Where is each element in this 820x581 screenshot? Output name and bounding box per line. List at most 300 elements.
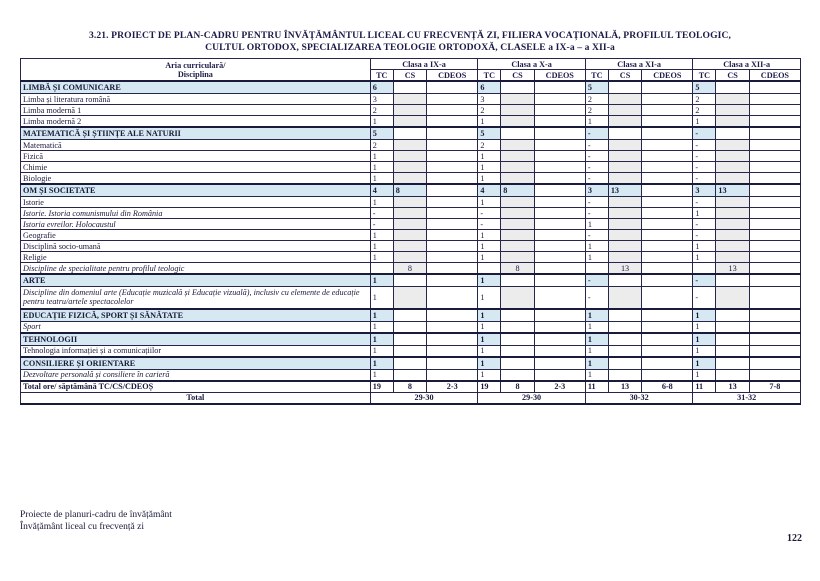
cs-cell xyxy=(393,151,426,162)
cdeos-cell xyxy=(534,321,585,333)
tc-cell xyxy=(370,263,393,275)
discipline-row xyxy=(21,94,801,105)
tc-cell: 1 xyxy=(370,357,393,370)
tc-cell: 1 xyxy=(478,287,501,309)
cs-cell: 8 xyxy=(393,263,426,275)
tc-cell: 1 xyxy=(370,197,393,208)
tc-cell: - xyxy=(693,162,716,173)
cdeos-cell xyxy=(749,357,800,370)
cdeos-cell xyxy=(534,151,585,162)
cs-cell xyxy=(608,241,641,252)
cdeos-cell xyxy=(749,241,800,252)
tc-cell: 1 xyxy=(370,333,393,346)
cdeos-cell xyxy=(427,241,478,252)
cdeos-cell xyxy=(642,219,693,230)
header-class-11: Clasa a XI-a xyxy=(585,59,693,70)
cs-cell xyxy=(501,252,534,263)
cdeos-cell xyxy=(749,173,800,185)
tc-cell: 1 xyxy=(585,369,608,381)
header-tc: TC xyxy=(478,70,501,82)
cs-cell xyxy=(608,105,641,116)
tc-cell: 1 xyxy=(693,369,716,381)
tc-cell: 1 xyxy=(478,197,501,208)
cdeos-cell xyxy=(749,81,800,94)
cs-cell: 13 xyxy=(608,263,641,275)
tc-cell: 1 xyxy=(478,357,501,370)
tc-cell: 19 xyxy=(370,381,393,393)
cs-cell xyxy=(393,230,426,241)
cdeos-cell xyxy=(534,274,585,287)
total-class-12: 31-32 xyxy=(693,392,801,404)
cs-cell xyxy=(501,140,534,151)
cs-cell xyxy=(501,173,534,185)
cdeos-cell xyxy=(427,127,478,140)
cdeos-cell xyxy=(427,309,478,322)
header-class-9: Clasa a IX-a xyxy=(370,59,478,70)
tc-cell: - xyxy=(585,274,608,287)
discipline-name: Istorie xyxy=(21,197,371,208)
cs-cell xyxy=(501,345,534,357)
cs-cell xyxy=(393,274,426,287)
area-row xyxy=(21,357,801,370)
tc-cell: 3 xyxy=(585,184,608,197)
cdeos-cell xyxy=(534,105,585,116)
cdeos-cell xyxy=(642,321,693,333)
discipline-name: Discipline de specialitate pentru profilul teologic xyxy=(21,263,371,275)
cs-cell xyxy=(716,252,749,263)
tc-cell: - xyxy=(693,274,716,287)
cdeos-cell xyxy=(749,230,800,241)
tc-cell: 1 xyxy=(585,116,608,128)
cs-cell xyxy=(393,105,426,116)
cdeos-cell xyxy=(534,140,585,151)
cs-cell xyxy=(716,230,749,241)
discipline-name: Religie xyxy=(21,252,371,263)
cs-cell xyxy=(608,197,641,208)
cdeos-cell xyxy=(642,252,693,263)
discipline-name: Discipline din domeniul arte (Educație muzicală și Educație vizuală), inclusiv cu elemente de educație pentru teatru/artele spectacolelor xyxy=(21,287,371,309)
cs-cell xyxy=(716,309,749,322)
tc-cell: 1 xyxy=(478,230,501,241)
tc-cell: 2 xyxy=(693,105,716,116)
cs-cell xyxy=(608,208,641,219)
cs-cell xyxy=(716,369,749,381)
cdeos-cell xyxy=(749,94,800,105)
tc-cell: 5 xyxy=(478,127,501,140)
tc-cell: 2 xyxy=(370,140,393,151)
cdeos-cell xyxy=(749,105,800,116)
tc-cell: 1 xyxy=(478,309,501,322)
discipline-name: Dezvoltare personală și consiliere în carieră xyxy=(21,369,371,381)
cdeos-cell xyxy=(642,94,693,105)
cdeos-cell xyxy=(534,94,585,105)
discipline-name: Istorie. Istoria comunismului din România xyxy=(21,208,371,219)
cdeos-cell xyxy=(427,263,478,275)
discipline-row xyxy=(21,345,801,357)
tc-cell: - xyxy=(585,151,608,162)
discipline-name: Tehnologia informației și a comunicațiilor xyxy=(21,345,371,357)
cdeos-cell xyxy=(642,173,693,185)
header-cs: CS xyxy=(716,70,749,82)
document-title xyxy=(20,30,800,54)
discipline-name: Fizică xyxy=(21,151,371,162)
cs-cell xyxy=(608,274,641,287)
cdeos-cell xyxy=(427,197,478,208)
cs-cell xyxy=(716,357,749,370)
cs-cell xyxy=(716,333,749,346)
cs-cell xyxy=(608,81,641,94)
tc-cell xyxy=(478,263,501,275)
header-cs: CS xyxy=(608,70,641,82)
tc-cell: 1 xyxy=(478,252,501,263)
cs-cell: 13 xyxy=(608,381,641,393)
footer-line-1: Proiecte de planuri-cadru de învățământ xyxy=(20,510,172,520)
cdeos-cell xyxy=(534,241,585,252)
tc-cell: 1 xyxy=(478,151,501,162)
cdeos-cell xyxy=(427,230,478,241)
cdeos-cell: 6-8 xyxy=(642,381,693,393)
cs-cell xyxy=(501,127,534,140)
discipline-name: Geografie xyxy=(21,230,371,241)
cdeos-cell xyxy=(427,208,478,219)
header-cdeos: CDEOS xyxy=(427,70,478,82)
discipline-row xyxy=(21,105,801,116)
discipline-row xyxy=(21,241,801,252)
header-tc: TC xyxy=(585,70,608,82)
discipline-name: Total ore/ săptămână TC/CS/CDEOȘ xyxy=(21,381,371,393)
cs-cell xyxy=(393,94,426,105)
tc-cell: - xyxy=(693,173,716,185)
discipline-name: Istoria evreilor. Holocaustul xyxy=(21,219,371,230)
discipline-name: Disciplină socio-umană xyxy=(21,241,371,252)
cdeos-cell xyxy=(749,263,800,275)
tc-cell: 5 xyxy=(585,81,608,94)
cs-cell xyxy=(501,274,534,287)
cdeos-cell xyxy=(534,127,585,140)
cdeos-cell xyxy=(642,140,693,151)
cdeos-cell xyxy=(642,309,693,322)
cs-cell xyxy=(608,140,641,151)
cdeos-cell xyxy=(642,116,693,128)
cs-cell xyxy=(716,140,749,151)
cdeos-cell xyxy=(427,116,478,128)
cdeos-cell xyxy=(534,81,585,94)
tc-cell: 3 xyxy=(478,94,501,105)
tc-cell: 1 xyxy=(370,252,393,263)
tc-cell: - xyxy=(478,219,501,230)
cs-cell xyxy=(393,321,426,333)
weekly-total-row xyxy=(21,381,801,393)
cs-cell xyxy=(393,333,426,346)
cdeos-cell xyxy=(534,162,585,173)
tc-cell: 2 xyxy=(478,105,501,116)
tc-cell: 1 xyxy=(585,241,608,252)
cdeos-cell xyxy=(534,252,585,263)
cdeos-cell xyxy=(749,321,800,333)
cs-cell: 13 xyxy=(716,381,749,393)
cs-cell: 8 xyxy=(501,184,534,197)
discipline-row xyxy=(21,162,801,173)
cs-cell xyxy=(393,208,426,219)
cdeos-cell xyxy=(534,357,585,370)
tc-cell: 1 xyxy=(478,162,501,173)
cdeos-cell xyxy=(534,369,585,381)
tc-cell: 1 xyxy=(693,241,716,252)
tc-cell: 1 xyxy=(693,116,716,128)
cs-cell xyxy=(393,116,426,128)
tc-cell: 4 xyxy=(478,184,501,197)
discipline-row xyxy=(21,369,801,381)
cs-cell xyxy=(501,105,534,116)
header-tc: TC xyxy=(693,70,716,82)
cdeos-cell xyxy=(534,173,585,185)
cdeos-cell: 7-8 xyxy=(749,381,800,393)
discipline-row xyxy=(21,173,801,185)
header-class-10: Clasa a X-a xyxy=(478,59,586,70)
cdeos-cell xyxy=(642,241,693,252)
cs-cell: 8 xyxy=(501,381,534,393)
tc-cell: - xyxy=(693,127,716,140)
cs-cell xyxy=(393,357,426,370)
cs-cell xyxy=(393,309,426,322)
tc-cell: 1 xyxy=(693,208,716,219)
header-cdeos: CDEOS xyxy=(749,70,800,82)
cs-cell xyxy=(608,357,641,370)
header-cdeos: CDEOS xyxy=(642,70,693,82)
cdeos-cell xyxy=(749,252,800,263)
tc-cell: - xyxy=(693,197,716,208)
total-class-10: 29-30 xyxy=(478,392,586,404)
cdeos-cell xyxy=(642,127,693,140)
total-class-9: 29-30 xyxy=(370,392,478,404)
cdeos-cell xyxy=(642,184,693,197)
cs-cell xyxy=(608,116,641,128)
cdeos-cell xyxy=(427,274,478,287)
tc-cell: 1 xyxy=(370,162,393,173)
cs-cell xyxy=(716,241,749,252)
cs-cell xyxy=(608,345,641,357)
tc-cell: 1 xyxy=(693,357,716,370)
discipline-name: Matematică xyxy=(21,140,371,151)
cdeos-cell xyxy=(749,151,800,162)
cdeos-cell xyxy=(749,116,800,128)
cs-cell xyxy=(393,127,426,140)
cs-cell xyxy=(393,287,426,309)
tc-cell: 2 xyxy=(478,140,501,151)
tc-cell: 11 xyxy=(693,381,716,393)
area-name: EDUCAȚIE FIZICĂ, SPORT ȘI SĂNĂTATE xyxy=(21,309,371,322)
tc-cell: 1 xyxy=(585,357,608,370)
curriculum-table xyxy=(20,58,801,405)
discipline-row xyxy=(21,197,801,208)
cdeos-cell xyxy=(534,219,585,230)
cs-cell xyxy=(393,345,426,357)
tc-cell: - xyxy=(585,140,608,151)
title-line-2: CULTUL ORTODOX, SPECIALIZAREA TEOLOGIE ORTODOXĂ, CLASELE a IX-a – a XII-a xyxy=(205,42,615,53)
cdeos-cell xyxy=(534,116,585,128)
tc-cell: 11 xyxy=(585,381,608,393)
title-line-1: 3.21. PROIECT DE PLAN-CADRU PENTRU ÎNVĂȚĂMÂNTUL LICEAL CU FRECVENȚĂ ZI, FILIERA VOCAȚIONALĂ, PROFILUL TEOLOGIC, xyxy=(88,30,732,41)
cdeos-cell xyxy=(749,345,800,357)
discipline-row xyxy=(21,252,801,263)
tc-cell: 5 xyxy=(693,81,716,94)
cs-cell: 13 xyxy=(716,184,749,197)
tc-cell: - xyxy=(693,287,716,309)
cs-cell xyxy=(393,219,426,230)
cdeos-cell xyxy=(534,197,585,208)
cdeos-cell xyxy=(427,81,478,94)
cs-cell xyxy=(716,321,749,333)
cdeos-cell xyxy=(642,274,693,287)
cdeos-cell xyxy=(427,162,478,173)
cs-cell xyxy=(393,197,426,208)
cdeos-cell xyxy=(427,357,478,370)
discipline-row xyxy=(21,321,801,333)
tc-cell: 1 xyxy=(478,345,501,357)
discipline-row xyxy=(21,208,801,219)
tc-cell: 1 xyxy=(370,274,393,287)
header-area-line2: Disciplina xyxy=(177,69,213,79)
header-area-line1: Aria curriculară/ xyxy=(165,60,226,70)
cdeos-cell xyxy=(534,333,585,346)
tc-cell: - xyxy=(693,230,716,241)
cdeos-cell: 2-3 xyxy=(427,381,478,393)
cs-cell: 13 xyxy=(716,263,749,275)
area-name: TEHNOLOGII xyxy=(21,333,371,346)
cs-cell xyxy=(501,116,534,128)
cdeos-cell xyxy=(642,230,693,241)
cs-cell xyxy=(716,173,749,185)
cdeos-cell xyxy=(749,219,800,230)
cdeos-cell xyxy=(749,369,800,381)
cs-cell xyxy=(501,321,534,333)
discipline-name: Biologie xyxy=(21,173,371,185)
cdeos-cell xyxy=(642,151,693,162)
tc-cell: 3 xyxy=(693,184,716,197)
discipline-row xyxy=(21,116,801,128)
cdeos-cell xyxy=(642,333,693,346)
cs-cell xyxy=(501,162,534,173)
cs-cell xyxy=(501,197,534,208)
cs-cell xyxy=(716,274,749,287)
cdeos-cell xyxy=(427,287,478,309)
tc-cell: 2 xyxy=(693,94,716,105)
total-class-11: 30-32 xyxy=(585,392,693,404)
total-row xyxy=(21,392,801,404)
area-row xyxy=(21,81,801,94)
tc-cell: 1 xyxy=(693,309,716,322)
cdeos-cell xyxy=(642,208,693,219)
header-area xyxy=(21,59,371,82)
tc-cell: - xyxy=(370,219,393,230)
cs-cell xyxy=(608,230,641,241)
tc-cell: 1 xyxy=(585,252,608,263)
area-name: LIMBĂ ȘI COMUNICARE xyxy=(21,81,371,94)
tc-cell: 1 xyxy=(585,309,608,322)
cdeos-cell xyxy=(642,345,693,357)
cdeos-cell xyxy=(642,357,693,370)
cs-cell: 8 xyxy=(393,381,426,393)
cdeos-cell xyxy=(749,140,800,151)
discipline-row xyxy=(21,151,801,162)
cs-cell xyxy=(501,94,534,105)
page-number: 122 xyxy=(787,533,802,544)
tc-cell: 1 xyxy=(478,274,501,287)
tc-cell: 19 xyxy=(478,381,501,393)
cdeos-cell xyxy=(749,208,800,219)
tc-cell: 1 xyxy=(370,345,393,357)
cs-cell xyxy=(608,369,641,381)
discipline-row xyxy=(21,230,801,241)
tc-cell: - xyxy=(478,208,501,219)
tc-cell: 1 xyxy=(693,345,716,357)
tc-cell: 1 xyxy=(693,321,716,333)
cdeos-cell xyxy=(642,263,693,275)
footer xyxy=(20,509,172,533)
cs-cell xyxy=(501,230,534,241)
header-cs: CS xyxy=(501,70,534,82)
cdeos-cell xyxy=(749,309,800,322)
tc-cell: 4 xyxy=(370,184,393,197)
tc-cell: - xyxy=(585,230,608,241)
cs-cell xyxy=(608,321,641,333)
tc-cell: - xyxy=(585,127,608,140)
cs-cell xyxy=(501,208,534,219)
discipline-name: Limba modernă 2 xyxy=(21,116,371,128)
cs-cell xyxy=(393,173,426,185)
cdeos-cell xyxy=(427,94,478,105)
cs-cell xyxy=(501,241,534,252)
tc-cell: 1 xyxy=(370,151,393,162)
area-row xyxy=(21,309,801,322)
cs-cell xyxy=(608,287,641,309)
tc-cell: - xyxy=(585,287,608,309)
cs-cell xyxy=(501,151,534,162)
cs-cell xyxy=(501,287,534,309)
cdeos-cell xyxy=(749,127,800,140)
cs-cell: 13 xyxy=(608,184,641,197)
cs-cell xyxy=(608,219,641,230)
cs-cell xyxy=(716,208,749,219)
discipline-name: Sport xyxy=(21,321,371,333)
area-name: MATEMATICĂ ȘI ȘTIINȚE ALE NATURII xyxy=(21,127,371,140)
cs-cell xyxy=(716,81,749,94)
tc-cell: 1 xyxy=(585,219,608,230)
cs-cell xyxy=(716,345,749,357)
tc-cell: - xyxy=(370,208,393,219)
cs-cell xyxy=(716,287,749,309)
tc-cell: 1 xyxy=(370,287,393,309)
cs-cell xyxy=(393,162,426,173)
cdeos-cell xyxy=(427,173,478,185)
cs-cell xyxy=(393,140,426,151)
tc-cell: - xyxy=(693,140,716,151)
tc-cell: 1 xyxy=(585,333,608,346)
cdeos-cell xyxy=(427,219,478,230)
tc-cell: - xyxy=(693,219,716,230)
tc-cell: 1 xyxy=(370,309,393,322)
tc-cell xyxy=(585,263,608,275)
tc-cell: 1 xyxy=(693,252,716,263)
cs-cell xyxy=(501,309,534,322)
discipline-name: Limba și literatura română xyxy=(21,94,371,105)
tc-cell: 1 xyxy=(370,116,393,128)
cs-cell xyxy=(608,173,641,185)
tc-cell: 1 xyxy=(585,345,608,357)
tc-cell: - xyxy=(585,208,608,219)
total-label: Total xyxy=(21,392,371,404)
discipline-row xyxy=(21,263,801,275)
